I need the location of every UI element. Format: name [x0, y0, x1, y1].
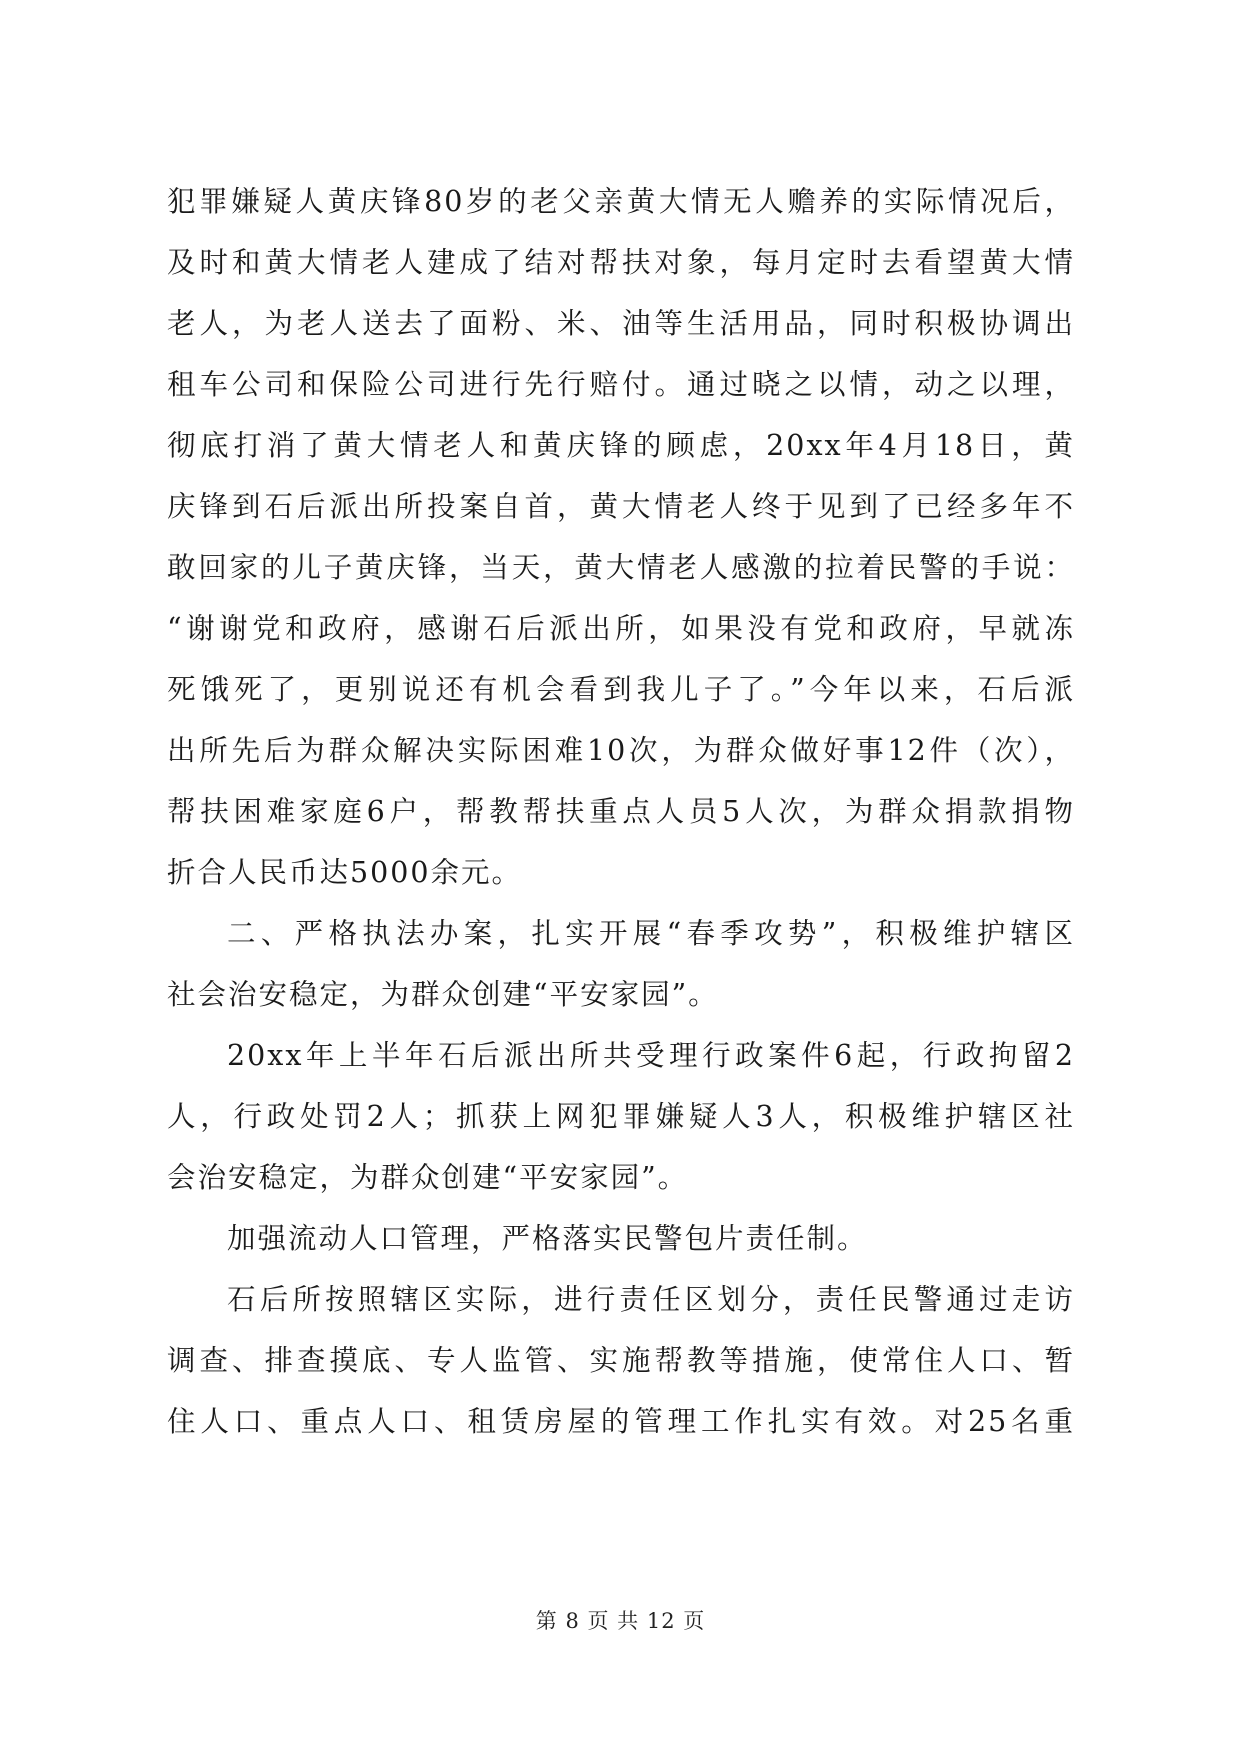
text-line: 调查、排查摸底、专人监管、实施帮教等措施，使常住人口、暂	[167, 1344, 1075, 1377]
text-line: 折合人民币达5000余元。	[167, 856, 523, 889]
section-heading: 二、严格执法办案，扎实开展“春季攻势”，积极维护辖区	[227, 917, 1075, 950]
subheading: 加强流动人口管理，严格落实民警包片责任制。	[227, 1222, 868, 1255]
text-line: 死饿死了，更别说还有机会看到我儿子了。”今年以来，石后派	[167, 673, 1075, 706]
text-line: 人，行政处罚2人；抓获上网犯罪嫌疑人3人，积极维护辖区社	[167, 1100, 1075, 1133]
section-heading: 社会治安稳定，为群众创建“平安家园”。	[167, 978, 719, 1011]
document-body	[167, 171, 1075, 1452]
text-line: 会治安稳定，为群众创建“平安家园”。	[167, 1161, 689, 1194]
text-line: 庆锋到石后派出所投案自首，黄大情老人终于见到了已经多年不	[167, 490, 1075, 523]
text-line: 20xx年上半年石后派出所共受理行政案件6起，行政拘留2	[227, 1039, 1075, 1072]
text-line: 老人，为老人送去了面粉、米、油等生活用品，同时积极协调出	[167, 307, 1075, 340]
text-line: 出所先后为群众解决实际困难10次，为群众做好事12件（次），	[167, 734, 1075, 767]
text-line: 敢回家的儿子黄庆锋，当天，黄大情老人感激的拉着民警的手说：	[167, 551, 1075, 584]
text-line: 犯罪嫌疑人黄庆锋80岁的老父亲黄大情无人赡养的实际情况后，	[167, 185, 1075, 218]
text-line: 租车公司和保险公司进行先行赔付。通过晓之以情，动之以理，	[167, 368, 1075, 401]
text-line: 石后所按照辖区实际，进行责任区划分，责任民警通过走访	[227, 1283, 1075, 1316]
text-line: 及时和黄大情老人建成了结对帮扶对象，每月定时去看望黄大情	[167, 246, 1075, 279]
page-number-footer: 第 8 页 共 12 页	[535, 1609, 706, 1633]
text-line: 彻底打消了黄大情老人和黄庆锋的顾虑，20xx年4月18日，黄	[167, 429, 1075, 462]
text-line: “谢谢党和政府，感谢石后派出所，如果没有党和政府，早就冻	[167, 612, 1075, 645]
text-line: 帮扶困难家庭6户，帮教帮扶重点人员5人次，为群众捐款捐物	[167, 795, 1075, 828]
text-line: 住人口、重点人口、租赁房屋的管理工作扎实有效。对25名重	[167, 1405, 1075, 1438]
